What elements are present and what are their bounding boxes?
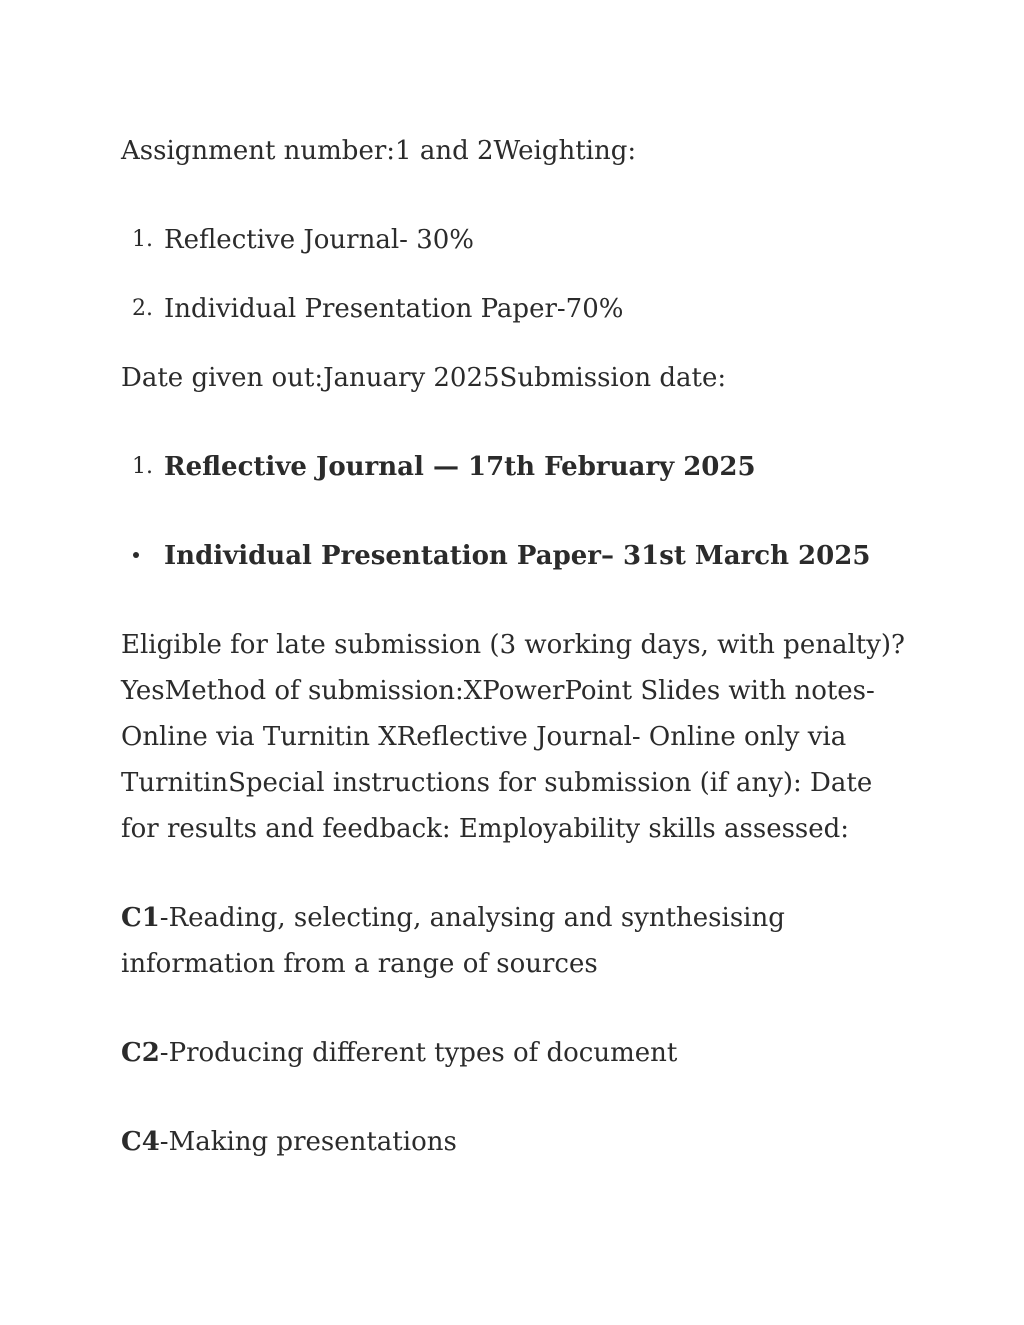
skill-code: C2 [121, 1038, 160, 1068]
weighting-item [121, 217, 911, 263]
skill-code: C4 [121, 1127, 160, 1157]
skill-item [121, 1030, 911, 1076]
bullet-icon [133, 552, 139, 558]
list-marker: 1. [132, 227, 153, 252]
skill-text: -Reading, selecting, analysing and synthesising information from a range of sources [121, 903, 785, 979]
list-marker: 2. [132, 296, 153, 321]
skill-text: -Making presentations [159, 1127, 457, 1157]
list-marker: 1. [132, 454, 153, 479]
submission-dates-list [121, 444, 911, 579]
weighting-item-text: Individual Presentation Paper-70% [164, 294, 624, 324]
skill-text: -Producing different types of document [159, 1038, 678, 1068]
skill-item [121, 1119, 911, 1165]
date-line: Date given out:January 2025Submission date: [121, 363, 727, 393]
document-page [121, 128, 911, 1208]
submission-date-item [121, 444, 911, 490]
details-paragraph: Eligible for late submission (3 working days, with penalty)?YesMethod of submission:XPowerPoint Slides with notes-Online via Turnitin XReflective Journal- Online only via TurnitinSpecial instructions for submission (if any): Date for results and feedback: Employability skills assessed: [121, 630, 905, 844]
skill-item [121, 895, 911, 987]
skill-code: C1 [121, 903, 160, 933]
submission-date-item [121, 533, 911, 579]
submission-date-text: Individual Presentation Paper– 31st March 2025 [164, 541, 871, 571]
assignment-line: Assignment number:1 and 2Weighting: [121, 136, 637, 166]
weighting-item-text: Reflective Journal- 30% [164, 225, 475, 255]
submission-date-text: Reflective Journal — 17th February 2025 [164, 452, 756, 482]
weighting-list [121, 217, 911, 332]
weighting-item [121, 286, 911, 332]
